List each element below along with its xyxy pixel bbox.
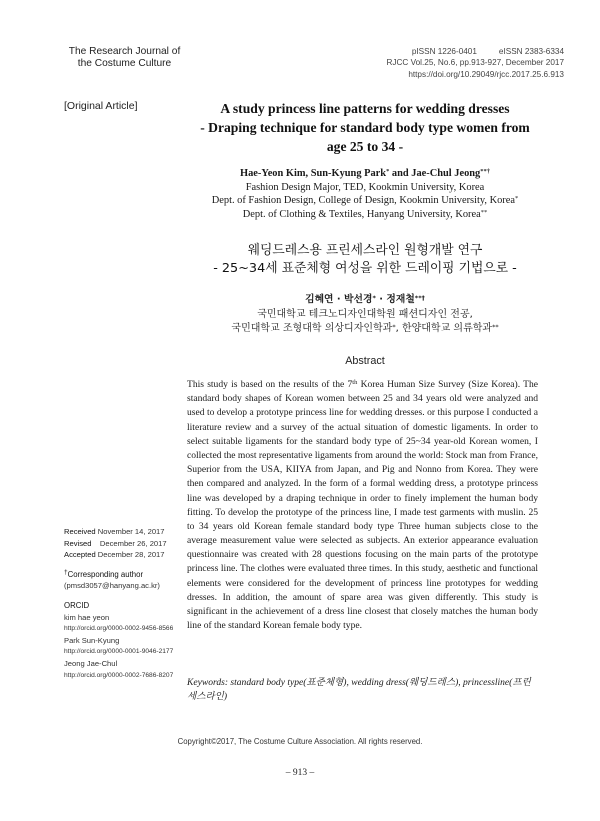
affiliation-2 [180, 194, 550, 208]
corresponding-email[interactable]: (pmsd3057@hanyang.ac.kr) [64, 581, 160, 591]
eissn: eISSN 2383-6334 [498, 47, 564, 56]
copyright-notice: Copyright©2017, The Costume Culture Association. All rights reserved. [177, 737, 423, 746]
dagger-mark: † [64, 568, 68, 576]
title-ko-line1: 웨딩드레스용 프린세스라인 원형개발 연구 [247, 243, 483, 258]
author-sup-2: **† [480, 168, 490, 175]
affiliation-ko-2-tail-sup: ** [492, 323, 499, 331]
title-english [180, 99, 550, 156]
title-en-line2: - Draping technique for standard body type women from [200, 120, 530, 135]
affiliation-3 [180, 208, 550, 222]
author-names-korean [180, 293, 550, 308]
journal-name [62, 46, 187, 70]
affiliation-ko-2-text: 국민대학교 조형대학 의상디자인학과 [231, 323, 393, 334]
accepted-date: December 28, 2017 [97, 550, 165, 560]
accepted-label: Accepted [64, 550, 96, 560]
pissn: pISSN 1226-0401 [411, 47, 477, 56]
orcid-name-1: kim hae yeon [64, 612, 110, 622]
keywords: Keywords: standard body type(표준체형), wedding dress(웨딩드레스), princessline(프린세스라인) [187, 677, 531, 703]
corresponding-author-label [64, 569, 184, 581]
title-en-line3: age 25 to 34 - [326, 139, 404, 154]
abstract-body [187, 378, 538, 633]
affiliation-ko-1: 국민대학교 테크노디자인대학원 패션디자인 전공, [257, 308, 473, 320]
volume-info: RJCC Vol.25, No.6, pp.913-927, December 2017 [386, 58, 564, 68]
author-names-part2: and Jae-Chul Jeong [389, 168, 481, 179]
orcid-link-3[interactable]: http://orcid.org/0000-0002-7686-8207 [64, 671, 174, 679]
affiliation-ko-2-sup: * [392, 323, 396, 331]
orcid-link-1[interactable]: http://orcid.org/0000-0002-9456-8566 [64, 625, 174, 633]
revised-date: December 26, 2017 [99, 538, 167, 548]
affiliation-ko-2 [180, 322, 550, 337]
title-ko-line2: - 25~34세 표준체형 여성을 위한 드레이핑 기법으로 - [213, 261, 517, 276]
author-names [180, 167, 550, 181]
abstract-text-rest: Korea Human Size Survey (Size Korea). The standard body shapes of Korean women between 25 and 34 years old were analyzed and used to develop a prototype princess line for wedding dresses. or this purpose I conducted a literature review and a survey of the actual situation of domestic ligaments. In order to select suitable ligaments for the standard body type of 25~34 year-old Korean women, I collected the most representative ligaments from around the world: Stock man from France, Superior from the USA, KIIYA from Japan, and Pig and Nonno from Korea. They were then compared and analyzed. In the form of a formal wedding dress, a prototype princess line was developed by a draping technique in order to finely implement the human body fitting. To develop the prototype of the princess line, I made test garments with muslin. 25 to 34 years old Korean female standard body type Three human subjects close to the average measurement value were selected as subjects. An exterior appearance evaluation questionnaire was created with 28 questions focusing on the main parts of the prototype princess line. The clothes were evaluated three times. In this study, aesthetic and functional elements were considered for the development of princess line prototypes for wedding dresses. In addition, the amount of spare area was given differently. This study is significant in the achievement of a dress line closest that closely matches the human body line of the standard Korean female body type. [187, 379, 538, 632]
received-label: Received [64, 527, 96, 536]
affiliation-1: Fashion Design Major, TED, Kookmin University, Korea [245, 181, 485, 193]
journal-name-line1: The Research Journal of [68, 46, 181, 57]
title-en-line1: A study princess line patterns for wedding dresses [220, 101, 510, 116]
affiliation-2-text: Dept. of Fashion Design, College of Design, Kookmin University, Korea [211, 195, 515, 207]
author-ko-sup-2: **† [414, 294, 425, 302]
orcid-link-2[interactable]: http://orcid.org/0000-0001-9046-2177 [64, 648, 174, 656]
title-korean [180, 242, 550, 278]
doi-link[interactable]: https://doi.org/10.29049/rjcc.2017.25.6.913 [408, 69, 564, 79]
author-names-part1: Hae-Yeon Kim, Sun-Kyung Park [240, 168, 387, 179]
affiliation-3-text: Dept. of Clothing & Textiles, Hanyang University, Korea [242, 208, 481, 220]
author-sup-1: * [386, 168, 390, 175]
author-names-ko-part2: · 정재철 [375, 294, 415, 305]
affiliation-2-sup: * [514, 195, 519, 203]
abstract-sup: th [352, 379, 358, 386]
accepted-row [64, 549, 184, 561]
article-type: [Original Article] [64, 100, 138, 112]
affiliation-3-sup: ** [480, 208, 488, 216]
article-sidebar [64, 526, 184, 681]
journal-name-line2: the Costume Culture [77, 58, 172, 69]
affiliation-ko-2-tail: , 한양대학교 의류학과 [395, 323, 493, 334]
author-ko-sup-1: * [372, 294, 376, 302]
abstract-heading: Abstract [345, 355, 385, 367]
revised-label: Revised [64, 538, 92, 548]
authors-english [180, 167, 550, 221]
publication-meta [344, 46, 564, 80]
orcid-name-2: Park Sun-Kyung [64, 635, 120, 645]
orcid-name-3: Jeong Jae-Chul [64, 658, 118, 668]
received-date: November 14, 2017 [97, 527, 165, 536]
revised-row [64, 538, 184, 550]
author-names-ko-part1: 김혜연 · 박선경 [305, 294, 373, 305]
authors-korean [180, 293, 550, 337]
page-number: – 913 – [285, 768, 315, 778]
received-row [64, 526, 184, 538]
abstract-text-start: This study is based on the results of the 7 [187, 379, 353, 390]
corr-label-text: Corresponding author [67, 569, 144, 579]
orcid-heading: ORCID [64, 600, 90, 610]
